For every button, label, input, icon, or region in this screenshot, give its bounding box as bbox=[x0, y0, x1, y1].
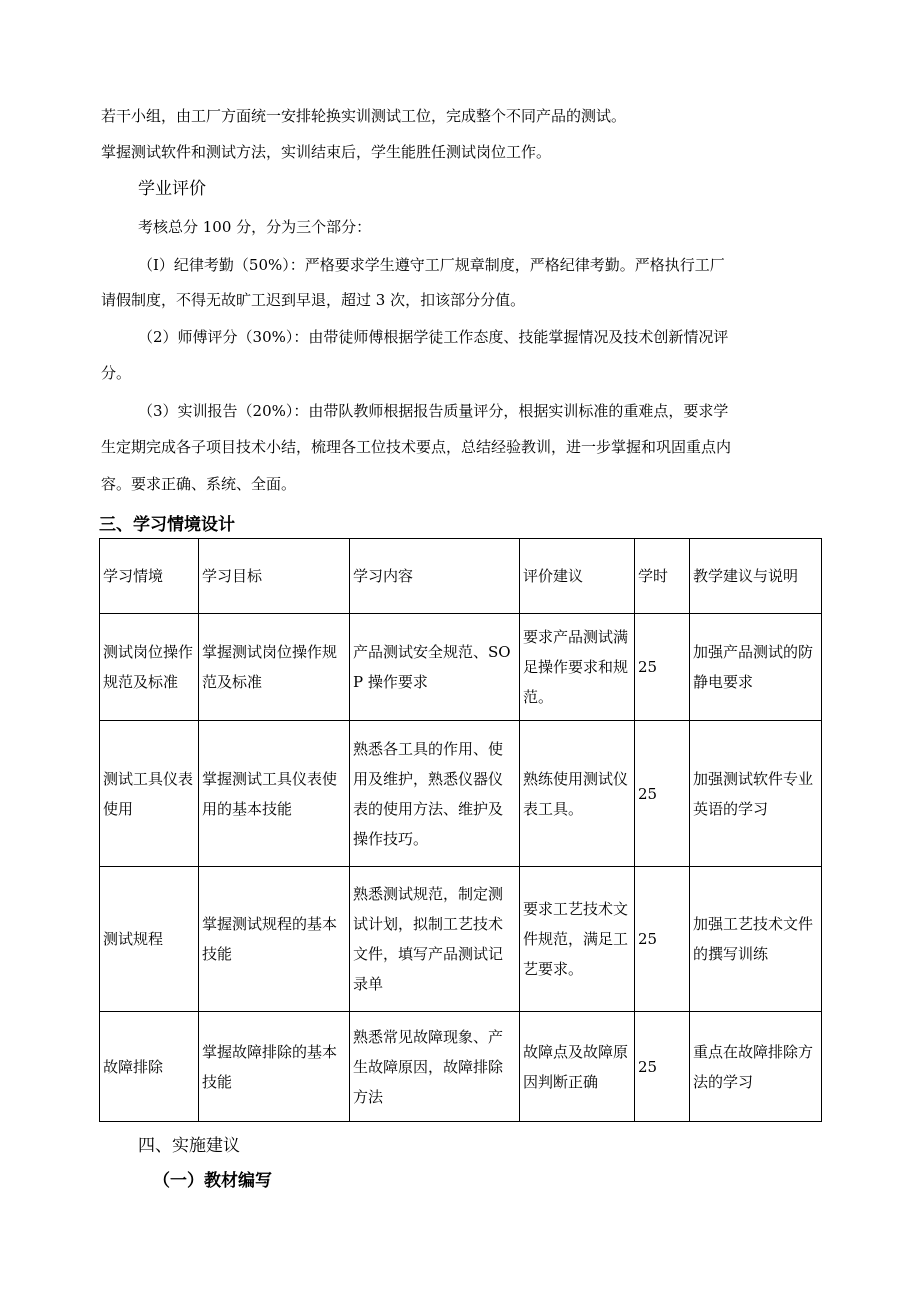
table-cell: 测试岗位操作规范及标准 bbox=[100, 614, 199, 721]
table-cell: 熟悉常见故障现象、产生故障原因，故障排除方法 bbox=[350, 1012, 520, 1122]
table-cell: 掌握故障排除的基本技能 bbox=[199, 1012, 350, 1122]
body-line-2: 掌握测试软件和测试方法，实训结束后，学生能胜任测试岗位工作。 bbox=[101, 143, 552, 161]
table-cell: 重点在故障排除方法的学习 bbox=[690, 1012, 822, 1122]
table-cell: 掌握测试岗位操作规范及标准 bbox=[199, 614, 350, 721]
table-cell: 加强工艺技术文件的撰写训练 bbox=[690, 867, 822, 1012]
table-header-cell: 教学建议与说明 bbox=[690, 539, 822, 614]
section4-heading: 四、实施建议 bbox=[138, 1136, 240, 1156]
table-cell: 25 bbox=[635, 1012, 690, 1122]
table-cell: 产品测试安全规范、SOP 操作要求 bbox=[350, 614, 520, 721]
table-cell: 熟悉测试规范，制定测试计划，拟制工艺技术文件，填写产品测试记录单 bbox=[350, 867, 520, 1012]
table-cell: 要求产品测试满足操作要求和规范。 bbox=[520, 614, 635, 721]
assessment-item3-line2: 生定期完成各子项目技术小结，梳理各工位技术要点，总结经验教训，进一步掌握和巩固重点内 bbox=[101, 438, 732, 456]
assessment-heading: 学业评价 bbox=[138, 179, 206, 199]
table-cell: 故障点及故障原因判断正确 bbox=[520, 1012, 635, 1122]
table-cell: 熟练使用测试仪表工具。 bbox=[520, 721, 635, 867]
assessment-item3-line1: （3）实训报告（20%）：由带队教师根据报告质量评分，根据实训标准的重难点，要求学 bbox=[138, 402, 729, 420]
table-cell: 加强产品测试的防静电要求 bbox=[690, 614, 822, 721]
table-cell: 掌握测试规程的基本技能 bbox=[199, 867, 350, 1012]
table-row bbox=[100, 867, 822, 1012]
table-cell: 熟悉各工具的作用、使用及维护，熟悉仪器仪表的使用方法、维护及操作技巧。 bbox=[350, 721, 520, 867]
table-row bbox=[100, 721, 822, 867]
table-cell: 要求工艺技术文件规范，满足工艺要求。 bbox=[520, 867, 635, 1012]
table-header-row bbox=[100, 539, 822, 614]
table-cell: 加强测试软件专业英语的学习 bbox=[690, 721, 822, 867]
learning-situation-table bbox=[99, 538, 822, 1122]
assessment-item3-line3: 容。要求正确、系统、全面。 bbox=[101, 475, 297, 493]
assessment-item2-line2: 分。 bbox=[101, 364, 132, 382]
table-cell: 故障排除 bbox=[100, 1012, 199, 1122]
table-header-cell: 评价建议 bbox=[520, 539, 635, 614]
table-cell: 25 bbox=[635, 614, 690, 721]
table-cell: 25 bbox=[635, 721, 690, 867]
section4-sub1: （一）教材编写 bbox=[153, 1171, 272, 1191]
section3-heading: 三、学习情境设计 bbox=[99, 515, 235, 535]
table-cell: 测试工具仪表使用 bbox=[100, 721, 199, 867]
table-row bbox=[100, 614, 822, 721]
table-header-cell: 学时 bbox=[635, 539, 690, 614]
table-row bbox=[100, 1012, 822, 1122]
body-line-1: 若干小组，由工厂方面统一安排轮换实训测试工位，完成整个不同产品的测试。 bbox=[101, 107, 627, 125]
table-cell: 掌握测试工具仪表使用的基本技能 bbox=[199, 721, 350, 867]
assessment-intro: 考核总分 100 分，分为三个部分： bbox=[138, 218, 372, 236]
assessment-item2-line1: （2）师傅评分（30%）：由带徒师傅根据学徒工作态度、技能掌握情况及技术创新情况评 bbox=[138, 328, 729, 346]
assessment-item1-line2: 请假制度，不得无故旷工迟到早退，超过 3 次，扣该部分分值。 bbox=[101, 291, 526, 309]
table-header-cell: 学习情境 bbox=[100, 539, 199, 614]
table-cell: 25 bbox=[635, 867, 690, 1012]
table-header-cell: 学习内容 bbox=[350, 539, 520, 614]
assessment-item1-line1: （I）纪律考勤（50%）：严格要求学生遵守工厂规章制度，严格纪律考勤。严格执行工厂 bbox=[138, 256, 725, 274]
table-cell: 测试规程 bbox=[100, 867, 199, 1012]
table-header-cell: 学习目标 bbox=[199, 539, 350, 614]
